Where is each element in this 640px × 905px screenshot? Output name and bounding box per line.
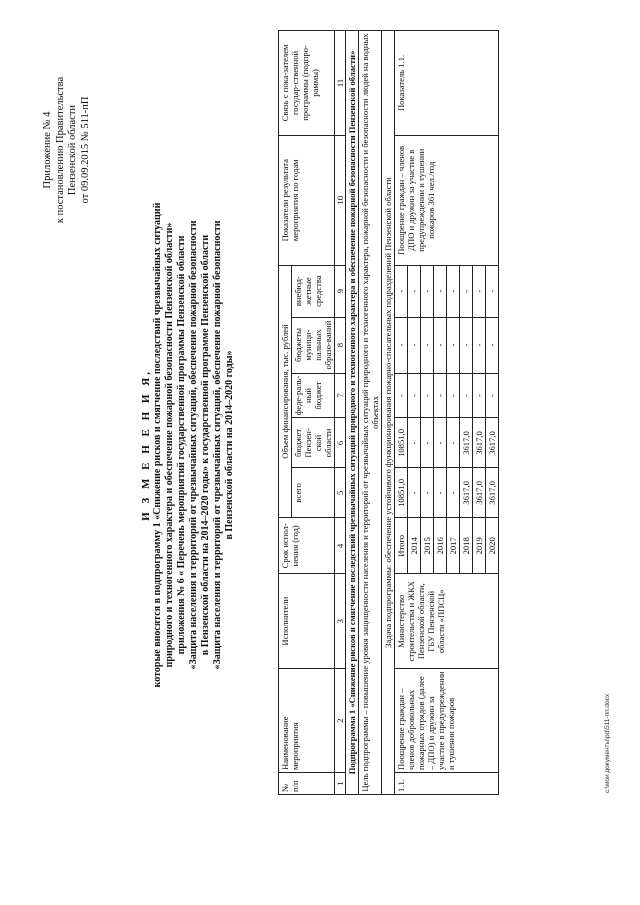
row-municipal: - <box>460 317 473 373</box>
header-regional: бюджет Пензен-ской области <box>292 418 335 468</box>
row-municipal: - <box>421 317 434 373</box>
col-number: 7 <box>335 373 346 418</box>
header-total: всего <box>292 468 335 518</box>
row-total: - <box>447 468 460 518</box>
subprogram-row <box>346 31 359 795</box>
col-number: 11 <box>335 31 346 136</box>
title-line: «Защита населения и территорий от чрезвычайных ситуаций, обеспечение пожарной безопасности <box>188 220 199 670</box>
header-federal: феде-раль-ный бюджет <box>292 373 335 418</box>
appendix-line: к постановлению Правительства <box>54 76 66 224</box>
col-number: 5 <box>335 468 346 518</box>
col-number: 6 <box>335 418 346 468</box>
row-federal: - <box>408 373 421 418</box>
item-num: 1.1. <box>395 773 499 795</box>
header-term: Срок испол-нения (год) <box>279 518 335 574</box>
title-line: приложения № 6 « Перечень мероприятий государственной программы Пензенской области <box>176 235 187 655</box>
item-executors: Министерство строительства и ЖКХ Пензенской области, ГБУ Пензенской области «ППСЦ» <box>395 574 499 669</box>
column-number-row <box>335 31 346 795</box>
row-year: 2015 <box>421 518 434 574</box>
header-name: Наименование мероприятия <box>279 669 335 773</box>
header-extra: внебюд-жетные средства <box>292 265 335 317</box>
title-line: в Пензенской области на 2014–2020 годы» к государственной программе Пензенской области <box>200 234 211 656</box>
header-link: Связь с пока-зателем государ-ственной программы (подпро-раммы) <box>279 31 335 136</box>
header-num: № п/п <box>279 773 335 795</box>
row-federal: - <box>447 373 460 418</box>
col-number: 8 <box>335 317 346 373</box>
row-extra: - <box>473 265 486 317</box>
row-total: - <box>434 468 447 518</box>
row-regional: 3617,0 <box>460 418 473 468</box>
row-regional: 3617,0 <box>473 418 486 468</box>
row-extra: - <box>447 265 460 317</box>
item-link: Показатель 1.1. <box>395 31 499 136</box>
row-municipal: - <box>408 317 421 373</box>
row-year: 2016 <box>434 518 447 574</box>
goal-row <box>359 31 382 795</box>
row-year: 2014 <box>408 518 421 574</box>
row-regional: - <box>447 418 460 468</box>
title-line: «Защита населения и территорий от чрезвычайных ситуаций, обеспечение пожарной безопасности <box>212 220 223 670</box>
row-municipal: - <box>395 317 408 373</box>
row-total: 3617,0 <box>486 468 499 518</box>
appendix-line: от 09.09.2015 № 511-пП <box>79 96 91 204</box>
row-year: 2019 <box>473 518 486 574</box>
header-funding: Объем финансирования, тыс. рублей <box>279 265 292 518</box>
col-number: 2 <box>335 669 346 773</box>
header-executors: Исполнители <box>279 574 335 669</box>
header-municipal: бюджеты муници-пальных образо-ваний <box>292 317 335 373</box>
title-line: которые вносятся в подпрограмму 1 «Снижение рисков и смягчение последствий чрезвычайных ситуаций <box>152 202 163 688</box>
footer-file-path: c:\мои документы\pd\511-пп.docx <box>604 693 611 793</box>
row-total: 3617,0 <box>460 468 473 518</box>
row-year: 2017 <box>447 518 460 574</box>
subprogram-title: Подпрограмма 1 «Снижение рисков и смягчение последствий чрезвычайных ситуаций природного и техногенного характера и обеспечение пожарной безопасности Пензенской области» <box>346 31 359 795</box>
row-extra: - <box>395 265 408 317</box>
title-line: в Пензенской области на 2014–2020 годы» <box>224 350 235 540</box>
row-regional: - <box>408 418 421 468</box>
row-federal: - <box>473 373 486 418</box>
header-row <box>279 31 292 795</box>
row-municipal: - <box>473 317 486 373</box>
row-year: 2018 <box>460 518 473 574</box>
subprogram-task: Задача подпрограммы: обеспечение устойчивого функционирования пожарно-спасательных подразделений Пензенской области <box>382 31 395 795</box>
row-federal: - <box>395 373 408 418</box>
item-result: Поощрение граждан – членов ДПО и дружин за участие в предупреждении и тушении пожаров 361 чел./год <box>395 135 499 265</box>
table-row <box>395 31 408 795</box>
subprogram-goal: Цель подпрограммы – повышение уровня защищенности населения и территорий от чрезвычайных ситуаций природного и техногенного характера, пожарной безопасности и безопасности людей на водных объектах <box>359 31 382 795</box>
col-number: 10 <box>335 135 346 265</box>
appendix-header <box>42 40 92 260</box>
row-regional: - <box>434 418 447 468</box>
header-results: Показатели результата мероприятия по годам <box>279 135 335 265</box>
row-regional: - <box>421 418 434 468</box>
row-federal: - <box>434 373 447 418</box>
title-line: природного и техногенного характера и обеспечение пожарной безопасности Пензенской области» <box>164 222 175 668</box>
row-municipal: - <box>434 317 447 373</box>
title-heading: И З М Е Н Е Н И Я, <box>140 369 152 521</box>
col-number: 9 <box>335 265 346 317</box>
row-federal: - <box>486 373 499 418</box>
appendix-line: Пензенской области <box>67 104 78 196</box>
row-extra: - <box>434 265 447 317</box>
row-regional: 10851,0 <box>395 418 408 468</box>
task-row <box>382 31 395 795</box>
row-federal: - <box>421 373 434 418</box>
col-number: 3 <box>335 574 346 669</box>
changes-table-wrapper <box>278 30 499 795</box>
row-extra: - <box>460 265 473 317</box>
row-federal: - <box>460 373 473 418</box>
row-regional: 3617,0 <box>486 418 499 468</box>
appendix-line: Приложение № 4 <box>42 111 53 189</box>
row-municipal: - <box>447 317 460 373</box>
row-extra: - <box>408 265 421 317</box>
col-number: 4 <box>335 518 346 574</box>
row-total: - <box>408 468 421 518</box>
row-year: 2020 <box>486 518 499 574</box>
row-total: 10851,0 <box>395 468 408 518</box>
document-title <box>140 95 236 795</box>
row-municipal: - <box>486 317 499 373</box>
row-total: 3617,0 <box>473 468 486 518</box>
row-extra: - <box>421 265 434 317</box>
col-number: 1 <box>335 773 346 795</box>
row-year: Итого <box>395 518 408 574</box>
changes-table <box>278 30 499 795</box>
row-extra: - <box>486 265 499 317</box>
row-total: - <box>421 468 434 518</box>
item-name: Поощрение граждан – членов добровольных пожарных отрядов (далее – ДПО) и дружин за участие в предупреждении и тушении пожаров <box>395 669 499 773</box>
